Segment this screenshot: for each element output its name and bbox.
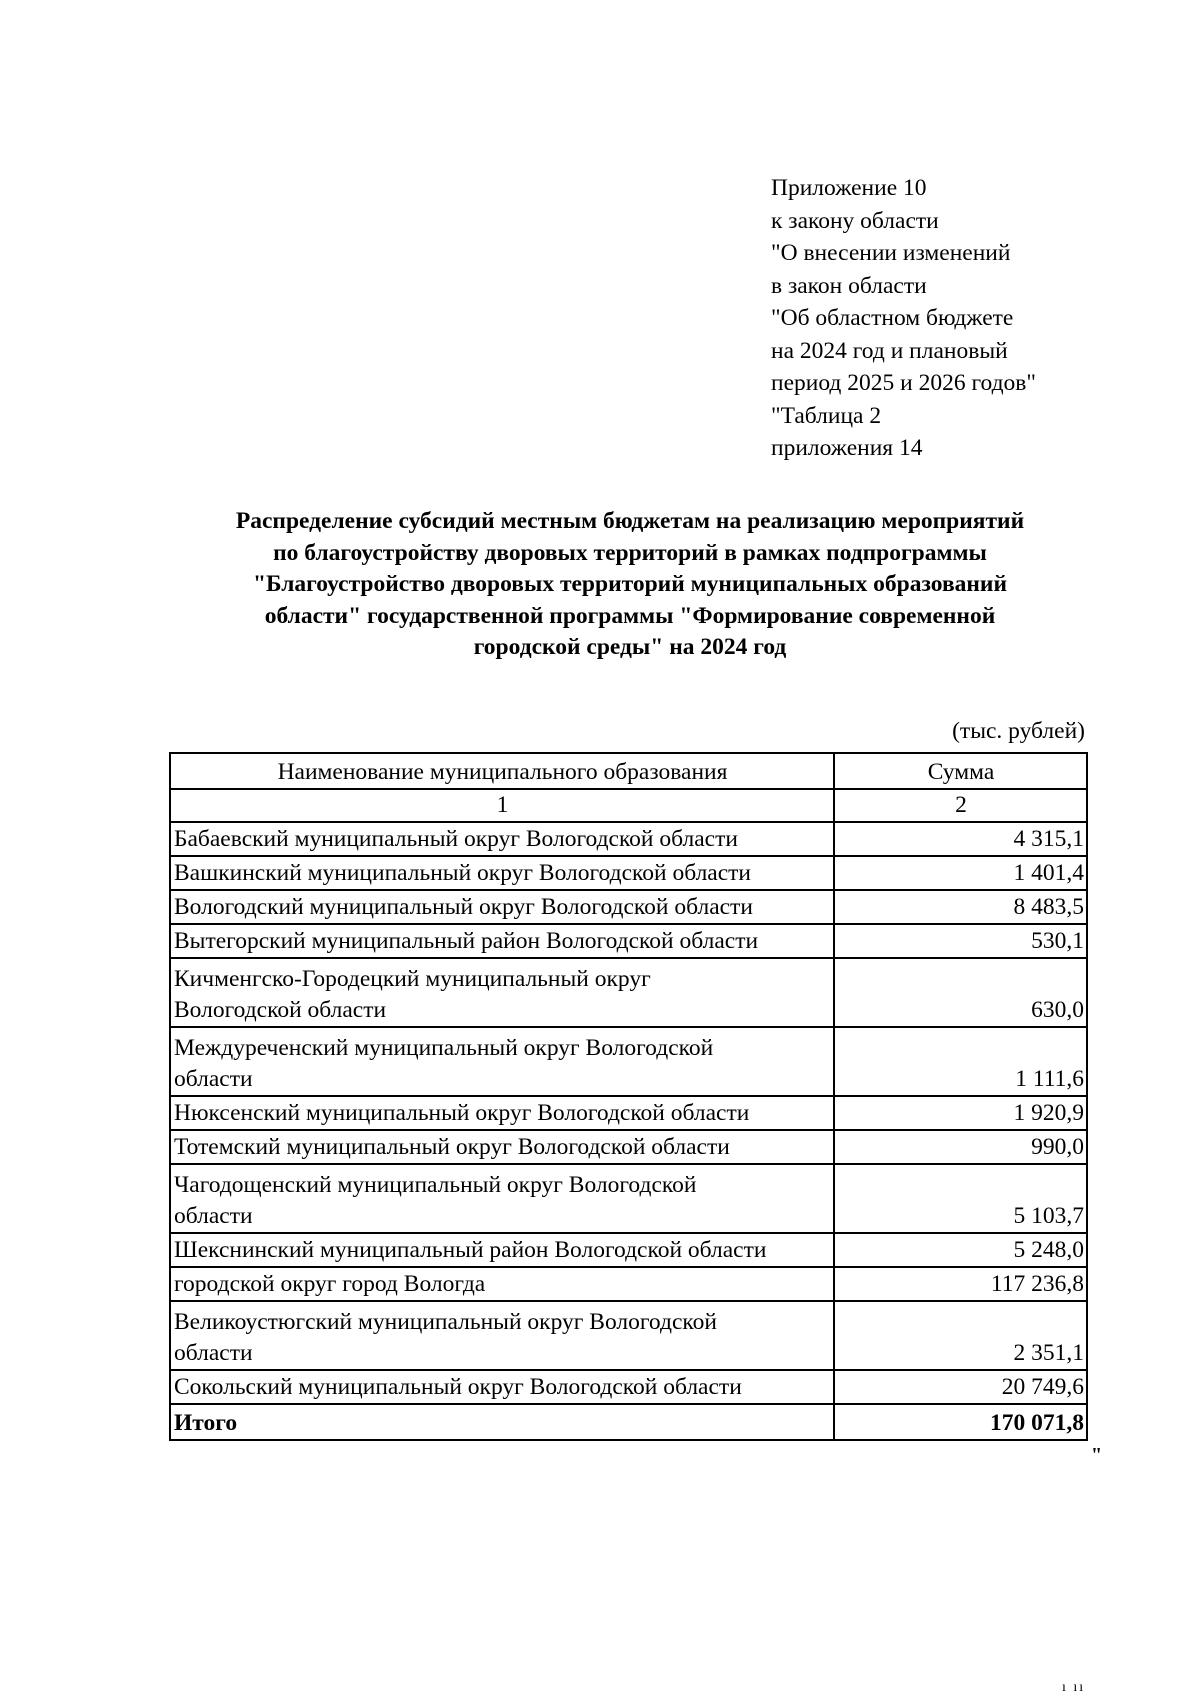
subsidy-sum: 20 749,6 [834, 1370, 1087, 1404]
municipality-name [170, 1164, 834, 1233]
appendix-line: "Таблица 2 [771, 402, 882, 429]
subsidy-sum: 1 111,6 [834, 1027, 1087, 1096]
document-title [150, 506, 1110, 664]
municipality-name-line: Вологодской области [174, 997, 387, 1023]
appendix-line: в закон области [771, 272, 927, 299]
municipality-name [170, 958, 834, 1027]
table-row [170, 1096, 1087, 1130]
subsidy-sum: 990,0 [834, 1130, 1087, 1164]
municipality-name: Сокольский муниципальный округ Вологодской области [170, 1370, 834, 1404]
appendix-line: "Об областном бюджете [771, 305, 1014, 331]
subsidy-sum: 5 103,7 [834, 1164, 1087, 1233]
table-row [170, 1130, 1087, 1164]
subsidy-sum: 630,0 [834, 958, 1087, 1027]
subsidy-sum: 8 483,5 [834, 890, 1087, 924]
municipality-name: Бабаевский муниципальный округ Вологодской области [170, 822, 834, 856]
municipality-name: Вытегорский муниципальный район Вологодской области [170, 924, 834, 958]
appendix-line: приложения 14 [771, 435, 923, 461]
column-number-row [170, 789, 1087, 822]
municipality-name-line: Междуреченский муниципальный округ Вологодской [174, 1035, 714, 1061]
table-row [170, 1370, 1087, 1404]
appendix-line: к закону области [771, 207, 939, 234]
municipality-name-line: области [174, 1340, 253, 1366]
appendix-line: период 2025 и 2026 годов" [771, 370, 1036, 396]
title-line: городской среды" на 2024 год [473, 634, 787, 660]
municipality-name: городской округ город Вологда [170, 1267, 834, 1301]
municipality-name: Вашкинский муниципальный округ Вологодской области [170, 856, 834, 890]
header-sum: Сумма [834, 753, 1087, 789]
subsidy-sum: 1 401,4 [834, 856, 1087, 890]
municipality-name-line: Кичменгско-Городецкий муниципальный округ [174, 966, 651, 992]
table-row [170, 890, 1087, 924]
municipality-name: Вологодский муниципальный округ Вологодской области [170, 890, 834, 924]
subsidy-table [169, 752, 1088, 1441]
municipality-name-line: Великоустюгский муниципальный округ Вологодской [174, 1309, 717, 1335]
closing-quote: " [1091, 1444, 1103, 1466]
subsidy-sum: 117 236,8 [834, 1267, 1087, 1301]
title-line: Распределение субсидий местным бюджетам на реализацию мероприятий [235, 508, 1025, 534]
column-number: 2 [834, 789, 1087, 822]
appendix-line: на 2024 год и плановый [771, 337, 1008, 364]
subsidy-sum: 4 315,1 [834, 822, 1087, 856]
municipality-name-line: области [174, 1203, 253, 1229]
title-line: "Благоустройство дворовых территорий муниципальных образований [252, 571, 1008, 597]
total-sum: 170 071,8 [834, 1404, 1087, 1440]
table-row [170, 822, 1087, 856]
table-row [170, 1164, 1087, 1233]
municipality-name: Тотемский муниципальный округ Вологодской области [170, 1130, 834, 1164]
municipality-name [170, 1027, 834, 1096]
footer-marks: ı ıı [1062, 1680, 1086, 1695]
municipality-name: Нюксенский муниципальный округ Вологодской области [170, 1096, 834, 1130]
municipality-name: Шекснинский муниципальный район Вологодской области [170, 1233, 834, 1267]
subsidy-sum: 5 248,0 [834, 1233, 1087, 1267]
appendix-line: Приложение 10 [771, 175, 927, 201]
municipality-name [170, 1301, 834, 1370]
appendix-line: "О внесении изменений [771, 240, 1011, 266]
appendix-reference [771, 172, 1036, 465]
total-row [170, 1404, 1087, 1440]
table-row [170, 1267, 1087, 1301]
table-row [170, 1301, 1087, 1370]
table-row [170, 1027, 1087, 1096]
municipality-name-line: области [174, 1066, 253, 1092]
table-row [170, 856, 1087, 890]
municipality-name-line: Чагодощенский муниципальный округ Вологодской [174, 1172, 697, 1198]
table-row [170, 924, 1087, 958]
title-line: области" государственной программы "Формирование современной [264, 602, 996, 629]
subsidy-sum: 1 920,9 [834, 1096, 1087, 1130]
total-label: Итого [170, 1404, 834, 1440]
table-row [170, 1233, 1087, 1267]
table-header-row [170, 753, 1087, 789]
column-number: 1 [170, 789, 834, 822]
header-name: Наименование муниципального образования [170, 753, 834, 789]
title-line: по благоустройству дворовых территорий в рамках подпрограммы [273, 539, 987, 566]
table-row [170, 958, 1087, 1027]
subsidy-sum: 2 351,1 [834, 1301, 1087, 1370]
units-label: (тыс. рублей) [952, 718, 1085, 744]
subsidy-sum: 530,1 [834, 924, 1087, 958]
